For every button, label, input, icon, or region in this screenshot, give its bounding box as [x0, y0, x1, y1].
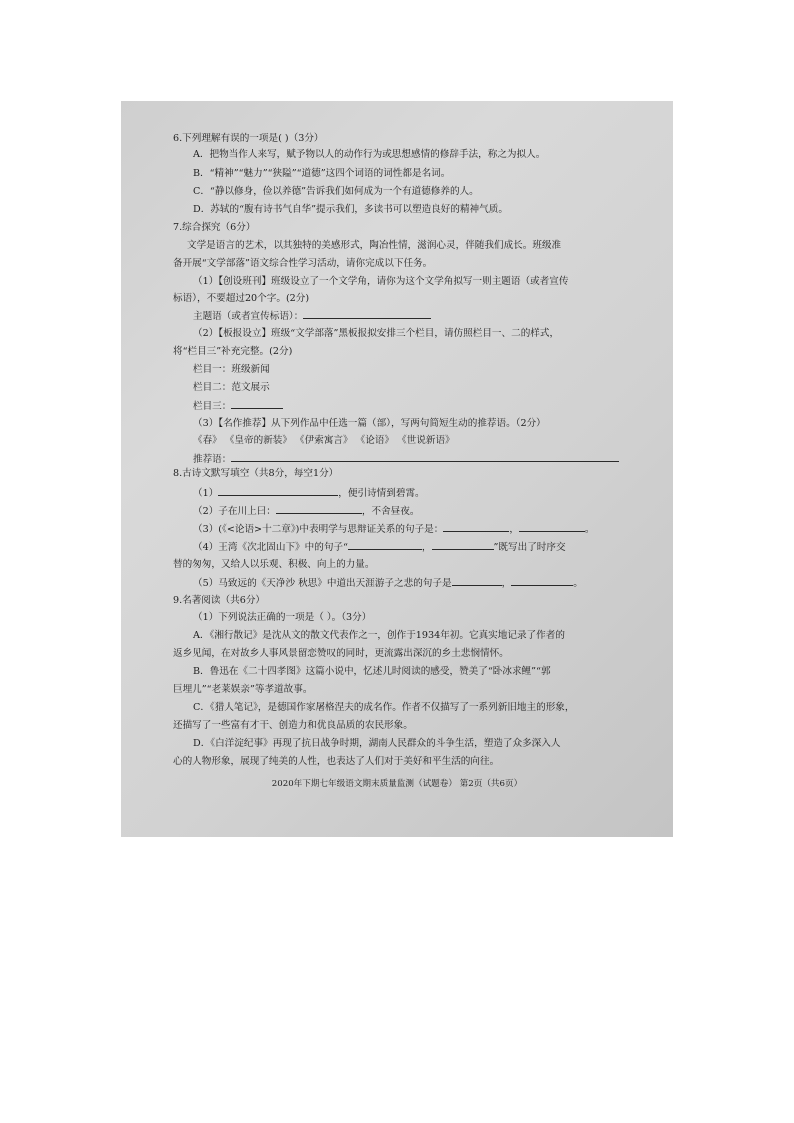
column-three-blank[interactable] [231, 399, 283, 409]
q7-slogan-line [193, 309, 431, 324]
column-two: 栏目二：范文展示 [193, 382, 270, 393]
q8-item3 [193, 522, 595, 537]
q8-item5-end: 。 [573, 578, 583, 589]
q6-option-c: C．“静以修身，俭以养德”告诉我们如何成为一个有道德修养的人。 [193, 186, 479, 197]
q8-title: 8.古诗文默写填空（共8分，每空1分） [173, 468, 339, 479]
q8-item4-blank-b[interactable] [432, 540, 494, 550]
q9-option-c-line1: C．《猎人笔记》，是德国作家屠格涅夫的成名作。作者不仅描写了一系列新旧地主的形象， [193, 702, 575, 713]
q7-task3: （3）【名作推荐】从下列作品中任选一篇（部），写两句简短生动的推荐语。（2分） [193, 418, 546, 429]
column-one: 栏目一：班级新闻 [193, 364, 270, 375]
q9-sub1: （1）下列说法正确的一项是（ ）。（3分） [193, 612, 372, 623]
q8-item3-prefix: （3）(《<论语>十二章》)中表明学与思辩证关系的句子是： [193, 524, 444, 535]
q7-task2-line1: （2）【板报设立】班级“文学部落”黑板报拟安排三个栏目，请仿照栏目一、二的样式， [193, 328, 560, 339]
q8-item2-prefix: （2）子在川上曰： [193, 506, 276, 517]
q8-item3-blank-b[interactable] [519, 522, 585, 532]
q7-intro-line2: 备开展“文学部落”语文综合性学习活动，请你完成以下任务。 [173, 258, 433, 269]
q9-option-a-line1: A．《湘行散记》是沈从文的散文代表作之一，创作于1934年初。它真实地记录了作者的 [193, 630, 565, 641]
q8-item3-mid: ， [509, 524, 519, 535]
q6-title: 6.下列理解有误的一项是( )（3分） [173, 133, 324, 144]
q6-option-b: B．“精神”“魅力”“狭隘”“道德”这四个词语的词性都是名词。 [193, 168, 451, 179]
q8-item4-prefix: （4）王湾《次北固山下》中的句子“ [193, 542, 348, 553]
q7-task2-line2: 将“栏目三”补充完整。(2分) [173, 346, 293, 357]
q9-option-b-line1: B．鲁迅在《二十四孝图》这篇小说中，忆述儿时阅读的感受，赞美了“卧冰求鲤”“郭 [193, 666, 551, 677]
q9-title: 9.名著阅读（共6分） [173, 595, 266, 606]
q8-item4-mid: ， [421, 542, 432, 553]
q9-option-b-line2: 巨埋儿”“老莱娱亲”等孝道故事。 [173, 684, 313, 695]
q9-option-d-line1: D．《白洋淀纪事》再现了抗日战争时期，湖南人民群众的斗争生活，塑造了众多深入人 [193, 738, 561, 749]
q9-option-d-line2: 心的人物形象，展现了纯美的人性，也表达了人们对于美好和平生活的向往。 [173, 756, 500, 767]
q9-option-a-line2: 返乡见闻，在对故乡人事风景留恋赞叹的同时，更流露出深沉的乡土悲悯情怀。 [173, 648, 509, 659]
q8-item5-blank-b[interactable] [511, 576, 573, 586]
q8-item5-mid: ， [501, 578, 512, 589]
q9-option-c-line2: 还描写了一些富有才干、创造力和优良品质的农民形象。 [173, 720, 413, 731]
column-three-label: 栏目三： [193, 401, 232, 412]
q8-item3-blank-a[interactable] [443, 522, 509, 532]
q7-task1-line1: （1）【创设班刊】班级设立了一个文学角，请你为这个文学角拟写一则主题语（或者宣传 [193, 276, 569, 287]
q8-item3-end: 。 [584, 524, 595, 535]
q6-option-a: A．把物当作人来写，赋予物以人的动作行为或思想感情的修辞手法，称之为拟人。 [193, 149, 546, 160]
q8-item5-blank-a[interactable] [452, 576, 502, 586]
q8-item4-blank-a[interactable] [348, 540, 422, 550]
column-three-line [193, 399, 283, 414]
q8-item5-prefix: （5）马致远的《天净沙 秋思》中道出天涯游子之悲的句子是 [193, 578, 452, 589]
q7-task1-line2: 标语），不要超过20个字。(2分) [173, 293, 310, 304]
scanned-exam-page [121, 101, 673, 837]
q8-item2-blank[interactable] [276, 504, 362, 514]
q7-title: 7.综合探究（6分） [173, 222, 256, 233]
slogan-label: 主题语（或者宣传标语）： [193, 311, 304, 322]
slogan-answer-blank[interactable] [303, 309, 431, 319]
q7-recommend-line [193, 452, 619, 467]
q8-item1-prefix: （1） [193, 488, 219, 499]
q6-option-d: D．苏轼的“腹有诗书气自华”提示我们，多读书可以塑造良好的精神气质。 [193, 204, 508, 215]
recommend-label: 推荐语： [193, 454, 232, 465]
q7-intro-line1: 文学是语言的艺术，以其独特的美感形式，陶冶性情，滋润心灵，伴随我们成长。班级准 [187, 240, 562, 251]
q8-item4-continued: 替的匆匆，又给人以乐观、积极、向上的力量。 [173, 559, 375, 570]
q8-item4-suffix: ”既写出了时序交 [493, 542, 566, 553]
q8-item1 [193, 486, 425, 501]
recommend-answer-blank[interactable] [231, 452, 619, 462]
q8-item2 [193, 504, 419, 519]
q8-item4 [193, 540, 566, 555]
q8-item1-suffix: ，便引诗情到碧霄。 [338, 488, 425, 499]
q8-item1-blank[interactable] [218, 486, 338, 496]
q8-item5 [193, 576, 583, 591]
q7-works-list: 《春》 《皇帝的新装》 《伊索寓言》 《论语》 《世说新语》 [193, 435, 455, 446]
page-footer: 2020年下期七年级语文期末质量监测（试题卷） 第2页（共6页） [271, 779, 523, 789]
q8-item2-suffix: ，不舍昼夜。 [361, 506, 420, 517]
